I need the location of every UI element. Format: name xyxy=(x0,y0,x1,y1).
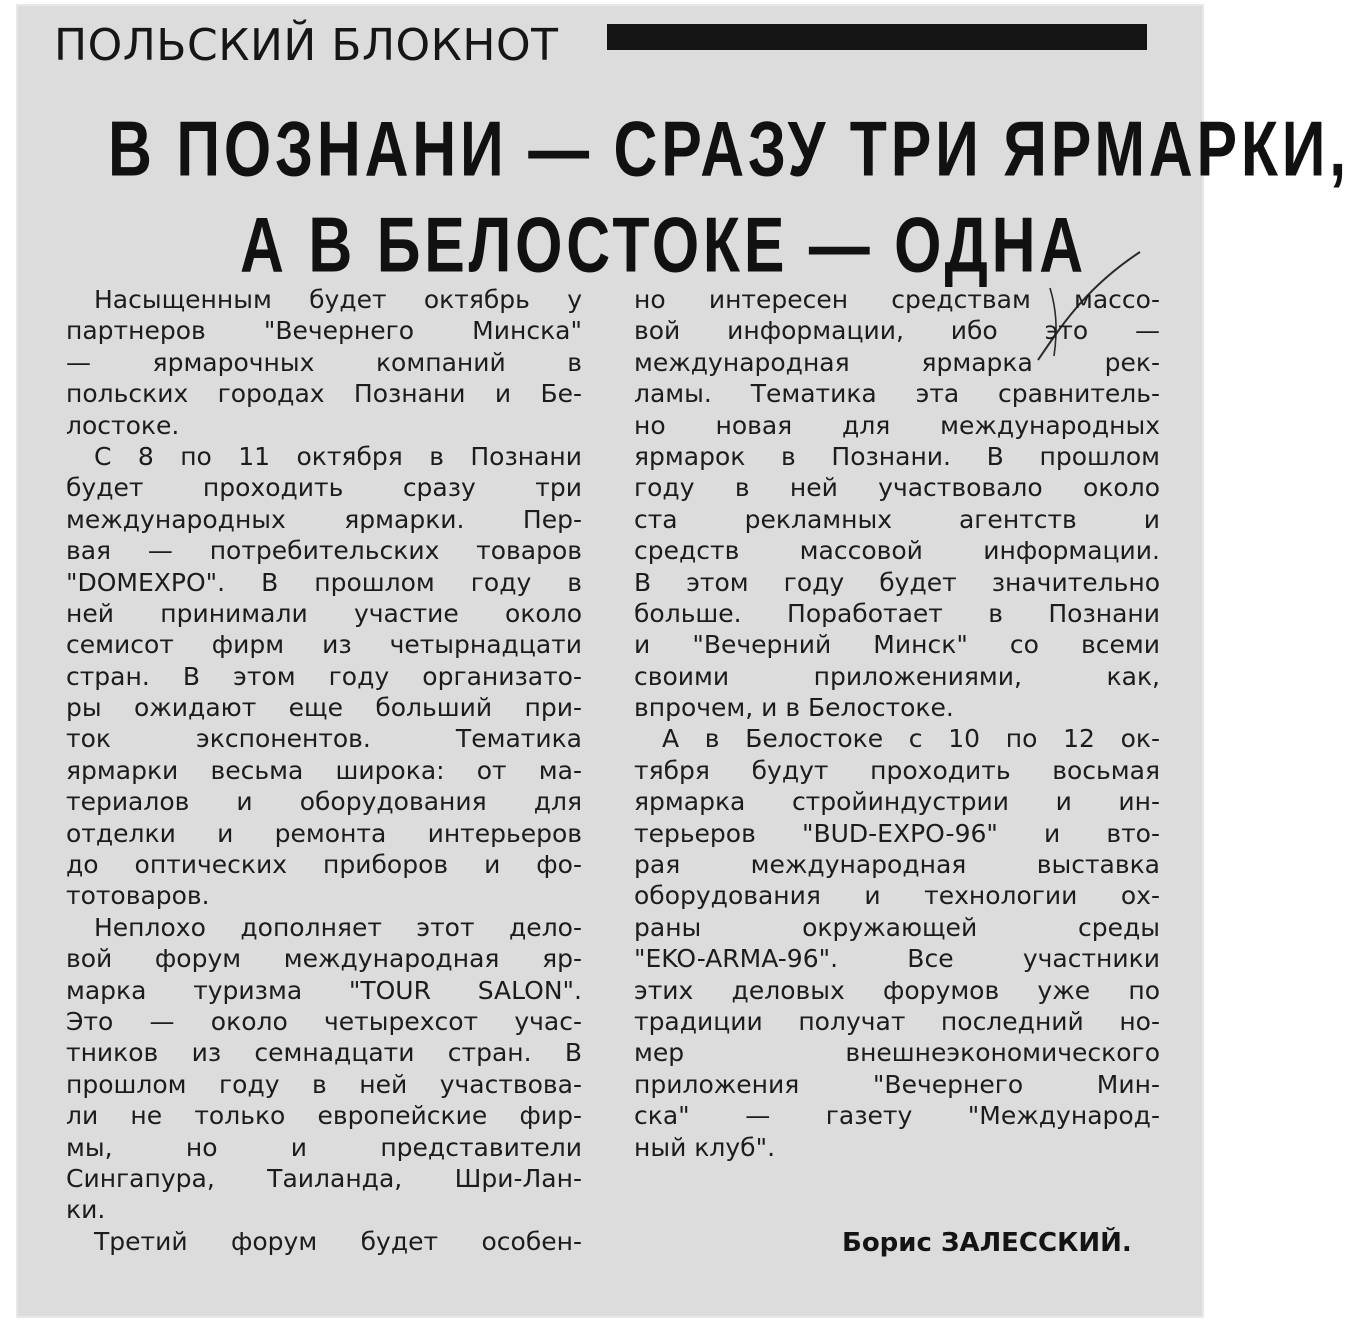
author-signature: Борис ЗАЛЕССКИЙ. xyxy=(842,1228,1132,1258)
text-line: тников из семнадцати стран. В xyxy=(66,1038,582,1068)
text-line: международная ярмарка рек- xyxy=(634,347,1160,377)
text-line: тотоваров. xyxy=(66,881,210,911)
rubric-black-bar xyxy=(607,24,1147,50)
text-line: и "Вечерний Минск" со всеми xyxy=(634,630,1160,660)
text-line: вая — потребительских товаров xyxy=(66,536,582,566)
text-line: В этом году будет значительно xyxy=(634,567,1160,597)
text-line: традиции получат последний но- xyxy=(634,1006,1160,1036)
text-line: ней принимали участие около xyxy=(66,598,582,628)
text-line: средств массовой информации. xyxy=(634,536,1160,566)
text-line: этих деловых форумов уже по xyxy=(634,975,1160,1005)
text-line: будет проходить сразу три xyxy=(66,473,582,503)
text-line: ярмарок в Познани. В прошлом xyxy=(634,441,1160,471)
text-line: Неплохо дополняет этот дело- xyxy=(94,912,582,942)
text-line: своими приложениями, как, xyxy=(634,661,1160,691)
text-line: ска" — газету "Международ- xyxy=(634,1101,1160,1131)
text-line: Это — около четырехсот учас- xyxy=(66,1006,582,1036)
text-line: терьеров "BUD-EXPO-96" и вто- xyxy=(634,818,1160,848)
text-line: раны окружающей среды xyxy=(634,912,1160,942)
text-line: рая международная выставка xyxy=(634,850,1160,880)
text-line: стран. В этом году организато- xyxy=(66,661,582,691)
text-line: партнеров "Вечернего Минска" xyxy=(66,316,582,346)
text-line: мы, но и представители xyxy=(66,1132,582,1162)
text-line: до оптических приборов и фо- xyxy=(66,850,582,880)
text-line: вой информации, ибо это — xyxy=(634,316,1160,346)
text-line: семисот фирм из четырнадцати xyxy=(66,630,582,660)
text-line: лостоке. xyxy=(66,410,180,440)
text-line: приложения "Вечернего Мин- xyxy=(634,1069,1160,1099)
text-line: ярмарки весьма широка: от ма- xyxy=(66,755,582,785)
text-line: ки. xyxy=(66,1195,106,1225)
text-line: вой форум международная яр- xyxy=(66,944,582,974)
text-line: оборудования и технологии ох- xyxy=(634,881,1160,911)
text-line: ры ожидают еще больший при- xyxy=(66,693,582,723)
text-line: впрочем, и в Белостоке. xyxy=(634,693,954,723)
article-left-column xyxy=(66,284,582,1257)
headline-line-1: В ПОЗНАНИ — СРАЗУ ТРИ ЯРМАРКИ, xyxy=(108,104,1350,193)
text-line: польских городах Познани и Бе- xyxy=(66,379,582,409)
text-line: Насыщенным будет октябрь у xyxy=(94,285,582,314)
text-line: мер внешнеэкономического xyxy=(634,1038,1160,1068)
text-line: А в Белостоке с 10 по 12 ок- xyxy=(662,724,1160,754)
text-line: году в ней участвовало около xyxy=(634,473,1160,503)
text-line: но новая для международных xyxy=(634,410,1160,440)
text-line: марка туризма "TOUR SALON". xyxy=(66,975,582,1005)
text-line: С 8 по 11 октября в Познани xyxy=(94,441,582,471)
text-line: териалов и оборудования для xyxy=(66,787,582,817)
text-line: Третий форум будет особен- xyxy=(94,1226,582,1256)
headline-line-2: А В БЕЛОСТОКЕ — ОДНА xyxy=(240,200,1087,289)
text-line: ли не только европейские фир- xyxy=(66,1101,582,1131)
article-right-column xyxy=(634,284,1160,1163)
text-line: ток экспонентов. Тематика xyxy=(66,724,582,754)
text-line: тября будут проходить восьмая xyxy=(634,755,1160,785)
text-line: ный клуб". xyxy=(634,1132,776,1162)
text-line: ламы. Тематика эта сравнитель- xyxy=(634,379,1160,409)
text-line: ста рекламных агентств и xyxy=(634,504,1160,534)
text-line: больше. Поработает в Познани xyxy=(634,598,1160,628)
text-line: Сингапура, Таиланда, Шри-Лан- xyxy=(66,1163,582,1193)
text-line: "EKO-ARMA-96". Все участники xyxy=(634,944,1160,974)
rubric-title: ПОЛЬСКИЙ БЛОКНОТ xyxy=(54,20,559,71)
text-line: прошлом году в ней участвова- xyxy=(66,1069,582,1099)
text-line: "DOMEXPO". В прошлом году в xyxy=(66,567,582,597)
text-line: ярмарка стройиндустрии и ин- xyxy=(634,787,1160,817)
text-line: международных ярмарки. Пер- xyxy=(66,504,582,534)
text-line: отделки и ремонта интерьеров xyxy=(66,818,582,848)
text-line: но интересен средствам массо- xyxy=(634,285,1160,314)
text-line: — ярмарочных компаний в xyxy=(66,347,582,377)
